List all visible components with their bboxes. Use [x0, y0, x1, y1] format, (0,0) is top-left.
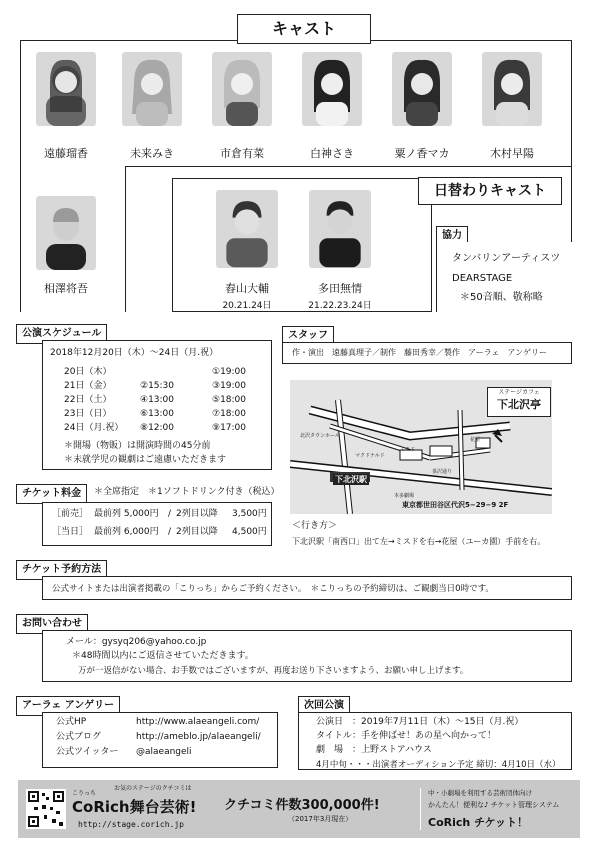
cast-name-1: 遠藤瑠香	[44, 147, 88, 160]
map-label-mcdonalds: マクドナルド	[355, 453, 385, 459]
cast-divider	[125, 166, 572, 167]
rotating-name-1: 舂山大輔	[225, 282, 269, 295]
tickets-label: チケット料金	[16, 484, 87, 504]
schedule-period: 2018年12月20日（木）〜24日（月.祝）	[50, 348, 219, 358]
company-blog-link[interactable]: http://ameblo.jp/alaeangeli/	[136, 732, 261, 742]
schedule-label: 公演スケジュール	[16, 324, 107, 344]
rotating-dates-1: 20.21.24日	[222, 301, 272, 311]
next-key-3: 劇 場	[316, 745, 344, 755]
next-key-2: タイトル	[316, 731, 352, 741]
qr-code-icon	[26, 789, 66, 829]
cooperation-line-2: DEARSTAGE	[452, 273, 513, 284]
cast-divider-v	[125, 166, 126, 312]
ticket-type-2: ［当日］	[52, 527, 89, 537]
cast-name-4: 白神さき	[310, 147, 354, 160]
cast-name-6: 木村早陽	[490, 147, 534, 160]
rotating-title-box	[418, 177, 562, 205]
cast-photo-4	[302, 52, 362, 126]
schedule-date-5: 24日（月.祝）	[64, 423, 124, 433]
venue-name: 下北沢亭	[497, 398, 541, 411]
banner-side-1: 中・小劇場を利用する芸術団体向け	[428, 789, 532, 797]
map-label-misdo: ミスド	[400, 447, 416, 453]
cast-name-2: 未来みき	[130, 147, 174, 160]
company-twitter-link[interactable]: @alaeangeli	[136, 747, 192, 757]
company-label: アーラェ アンゲリー	[16, 696, 120, 716]
cast-extra-photo	[36, 196, 96, 270]
contact-label: お問い合わせ	[16, 614, 88, 634]
next-val-1: ：2019年7月11日（木）〜15日（月.祝）	[352, 717, 524, 727]
contact-note-2: 万が一返信がない場合、お手数ではございますが、再度お送り下さいますよう、お願い申し上げます。	[78, 666, 469, 676]
contact-mail: メール：gysyq206@yahoo.co.jp	[66, 637, 207, 647]
next-val-3: ：上野ストアハウス	[352, 745, 432, 755]
next-key-1: 公演日	[316, 717, 344, 727]
ticket-front-2: 最前列 6,000円	[94, 527, 159, 537]
ticket-rear-2: 2列目以降	[176, 527, 218, 537]
banner-url[interactable]: http://stage.corich.jp	[78, 820, 184, 829]
banner-brand-small: こりっち	[72, 790, 97, 797]
ticket-price-1: 3,500円	[232, 509, 267, 519]
cast-photo-2	[122, 52, 182, 126]
schedule-date-1: 20日（木）	[64, 367, 112, 377]
cast-extra-name: 相澤将吾	[44, 282, 88, 295]
banner-brand: CoRich舞台芸術!	[72, 798, 197, 816]
schedule-a-2: ②15:30	[140, 381, 175, 391]
rotating-photo-1	[216, 190, 278, 268]
company-hp-link[interactable]: http://www.alaeangeli.com/	[136, 717, 260, 727]
rotating-name-2: 多田無情	[318, 282, 362, 295]
map-label-honda: 本多劇場	[394, 493, 415, 499]
how-title: ＜行き方＞	[292, 521, 338, 531]
schedule-b-5: ⑨17:00	[212, 423, 247, 433]
reservation-text: 公式サイトまたは出演者掲載の「こりっち」からご予約ください。 ＊こりっちの予約締切は、ご観劇当日0時です。	[52, 584, 494, 594]
ticket-sep-2: /	[168, 527, 172, 537]
banner-separator	[420, 788, 421, 830]
schedule-date-4: 23日（日）	[64, 409, 112, 419]
ticket-type-1: ［前売］	[52, 509, 89, 519]
schedule-date-2: 21日（金）	[64, 381, 112, 391]
staff-label: スタッフ	[282, 326, 334, 346]
ticket-front-1: 最前列 5,000円	[94, 509, 159, 519]
cast-photo-5	[392, 52, 452, 126]
corich-banner[interactable]	[18, 780, 580, 838]
banner-count: クチコミ件数300,000件!	[224, 798, 380, 813]
schedule-b-4: ⑦18:00	[212, 409, 247, 419]
schedule-b-2: ③19:00	[212, 381, 247, 391]
next-audition: 4月中旬・・・出演者オーディション予定 締切：4月10日（水）	[316, 760, 561, 770]
schedule-date-3: 22日（土）	[64, 395, 112, 405]
cast-title-box	[237, 14, 371, 44]
schedule-a-3: ④13:00	[140, 395, 175, 405]
banner-count-note: （2017年3月現在）	[288, 815, 353, 823]
cast-photo-3	[212, 52, 272, 126]
rotating-title: 日替わりキャスト	[434, 183, 546, 199]
cast-photo-6	[482, 52, 542, 126]
venue-box	[487, 387, 551, 417]
cast-photo-1	[36, 52, 96, 126]
cooperation-line-1: タンバリンアーティスツ	[452, 253, 561, 264]
banner-top-note: お気のステージのクチコミは	[114, 785, 192, 792]
banner-side-2: かんたん！便利な♪ チケット管理システム	[428, 801, 560, 809]
contact-note-1: ＊48時間以内にご返信させていただきます。	[72, 651, 254, 661]
schedule-b-1: ①19:00	[212, 367, 247, 377]
schedule-b-3: ⑤18:00	[212, 395, 247, 405]
banner-side-3: CoRich チケット！	[428, 816, 529, 829]
next-label: 次回公演	[298, 696, 350, 716]
tickets-summary: ＊全席指定 ＊1ソフトドリンク付き（税込）	[94, 487, 280, 497]
rotating-photo-2	[309, 190, 371, 268]
cooperation-line-3: ＊50音順、敬称略	[460, 292, 543, 303]
schedule-a-5: ⑧12:00	[140, 423, 175, 433]
schedule-a-4: ⑥13:00	[140, 409, 175, 419]
map-label-chazawa: 茶沢通り	[432, 469, 453, 475]
staff-text: 作・演出 遠藤真理子／制作 藤田秀幸／製作 アーラェ アンゲリー	[292, 348, 547, 357]
company-key-1: 公式HP	[56, 717, 87, 727]
ticket-price-2: 4,500円	[232, 527, 267, 537]
schedule-note-1: ＊開場（物販）は開演時間の45分前	[64, 441, 211, 451]
map-label-florist: 花屋	[470, 437, 481, 443]
next-val-2: ：手を伸ばせ！あの星へ向かって！	[352, 731, 497, 741]
cooperation-label: 協力	[436, 226, 468, 246]
rotating-dates-2: 21.22.23.24日	[308, 301, 372, 311]
schedule-note-2: ＊未就学児の観劇はご遠慮いただきます	[64, 455, 227, 465]
cast-title: キャスト	[271, 19, 336, 38]
map-station: 下北沢駅	[335, 475, 367, 484]
cast-name-3: 市倉有菜	[220, 147, 264, 160]
map-address: 東京都世田谷区代沢5−29−9 2F	[402, 501, 509, 509]
company-key-3: 公式ツイッター	[56, 747, 119, 757]
company-key-2: 公式ブログ	[56, 732, 102, 742]
venue-small: ステージカフェ	[498, 389, 540, 396]
map-label-townhall: 北沢タウンホール	[300, 433, 340, 439]
cast-name-5: 粟ノ香マカ	[394, 147, 450, 160]
ticket-sep-1: /	[168, 509, 172, 519]
reservation-label: チケット予約方法	[16, 560, 107, 580]
how-text: 下北沢駅「南西口」出て左→ミスドを右→花屋（ユーカ園）手前を右。	[292, 537, 546, 546]
ticket-rear-1: 2列目以降	[176, 509, 218, 519]
